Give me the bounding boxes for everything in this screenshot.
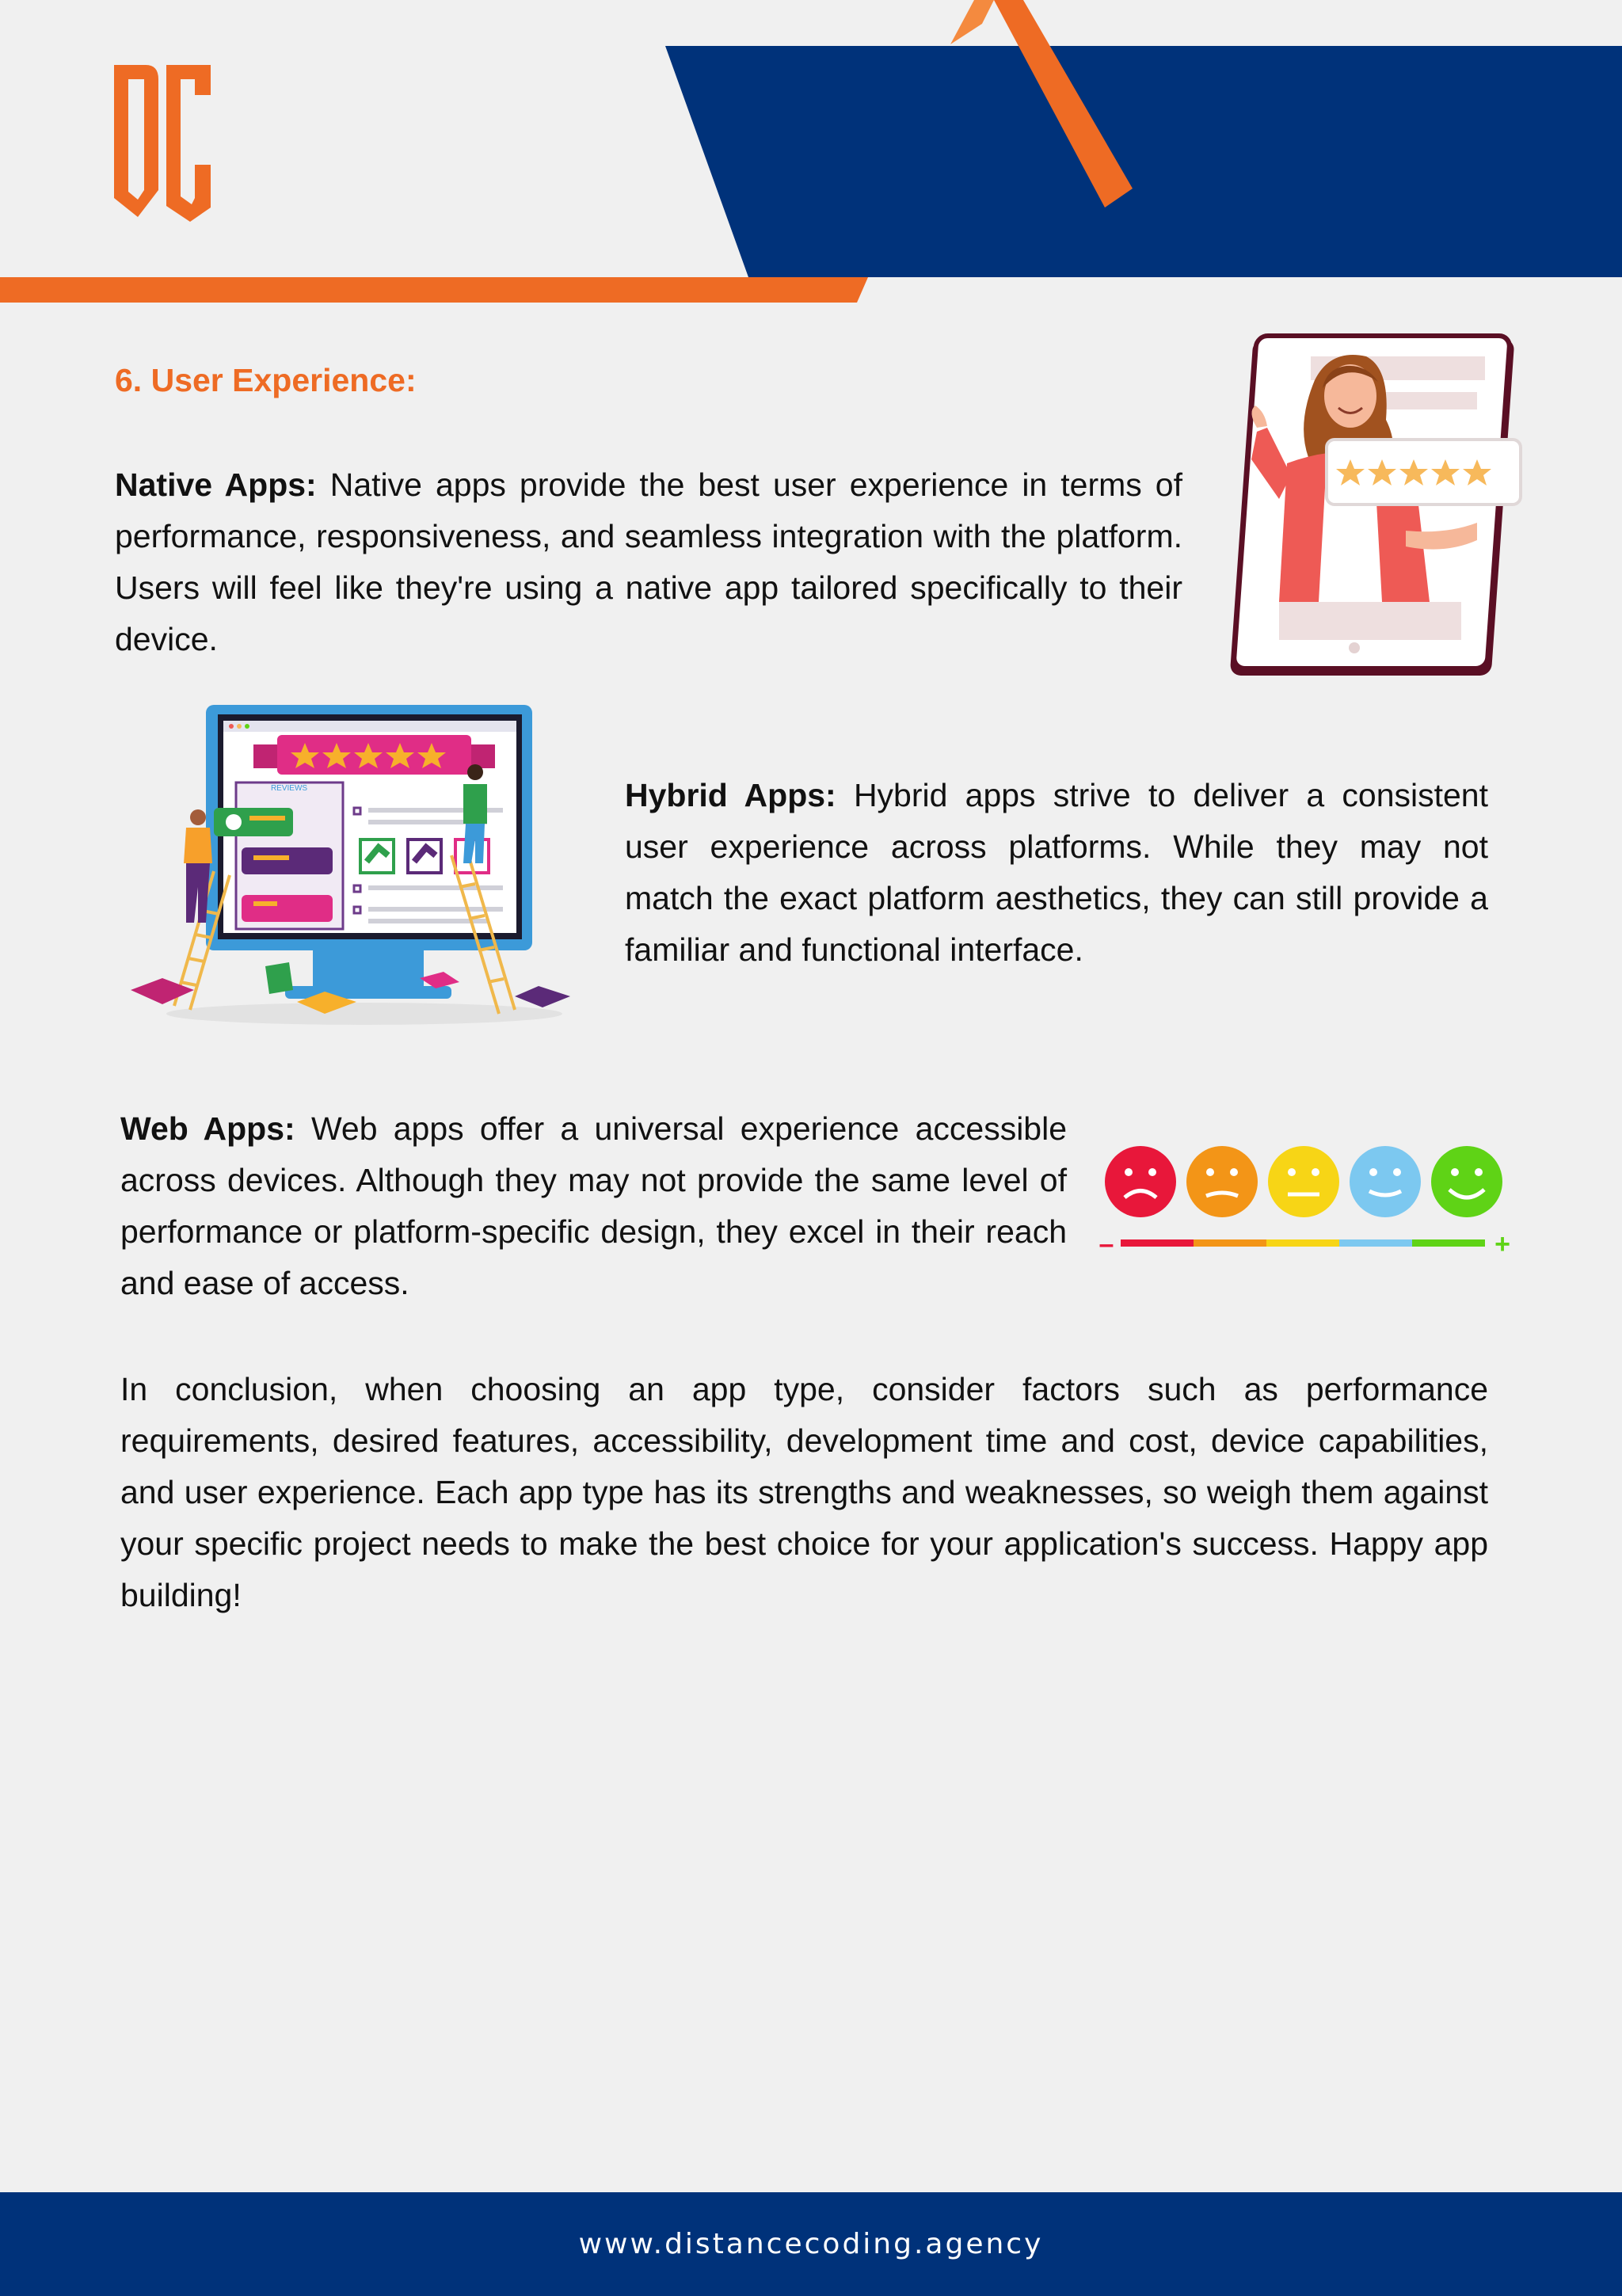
header-decoration <box>0 0 1622 309</box>
scale-minus-label: – <box>1098 1229 1114 1259</box>
scale-plus-label: + <box>1494 1229 1510 1259</box>
footer-website-link[interactable]: www.distancecoding.agency <box>578 2228 1044 2260</box>
web-apps-paragraph <box>120 1103 1067 1309</box>
face-neutral <box>1268 1146 1339 1217</box>
native-apps-paragraph <box>115 459 1182 665</box>
web-apps-text: Web apps offer a universal experience accessible across devices. Although they may not provide the same level of performance or platform-specific design, they excel in their reach and ease of access. <box>120 1110 1068 1301</box>
monitor-screen-label: REVIEWS <box>270 784 308 793</box>
phone-review-illustration <box>1192 333 1525 677</box>
native-apps-text: Native apps provide the best user experience in terms of performance, responsiveness, and seamless integration with the platform. Users will feel like they're using a native app tailored specifically to their device. <box>115 466 1182 657</box>
face-very-unhappy <box>1105 1146 1176 1217</box>
footer <box>0 2192 1622 2296</box>
brand-logo <box>112 63 215 222</box>
hybrid-apps-label: Hybrid Apps: <box>625 777 836 813</box>
face-happy <box>1350 1146 1421 1217</box>
satisfaction-scale-icon <box>1089 1140 1517 1259</box>
face-very-happy <box>1431 1146 1502 1217</box>
conclusion-paragraph <box>120 1364 1488 1621</box>
native-apps-label: Native Apps: <box>115 466 317 503</box>
monitor-reviews-illustration <box>127 697 574 1034</box>
web-apps-label: Web Apps: <box>120 1110 295 1147</box>
hybrid-apps-text: Hybrid apps strive to deliver a consistent user experience across platforms. While they may not match the exact platform aesthetics, they can still provide a familiar and functional interface. <box>625 777 1488 968</box>
conclusion-text: In conclusion, when choosing an app type, consider factors such as performance requirements, desired features, accessibility, development time and cost, device capabilities, and user experience. Each app type has its strengths and weaknesses, so weigh them against your specific project needs to make the best choice for your application's success. Happy app building! <box>120 1371 1488 1613</box>
face-unhappy <box>1186 1146 1258 1217</box>
hybrid-apps-paragraph <box>625 770 1488 976</box>
section-heading: 6. User Experience: <box>115 362 417 398</box>
